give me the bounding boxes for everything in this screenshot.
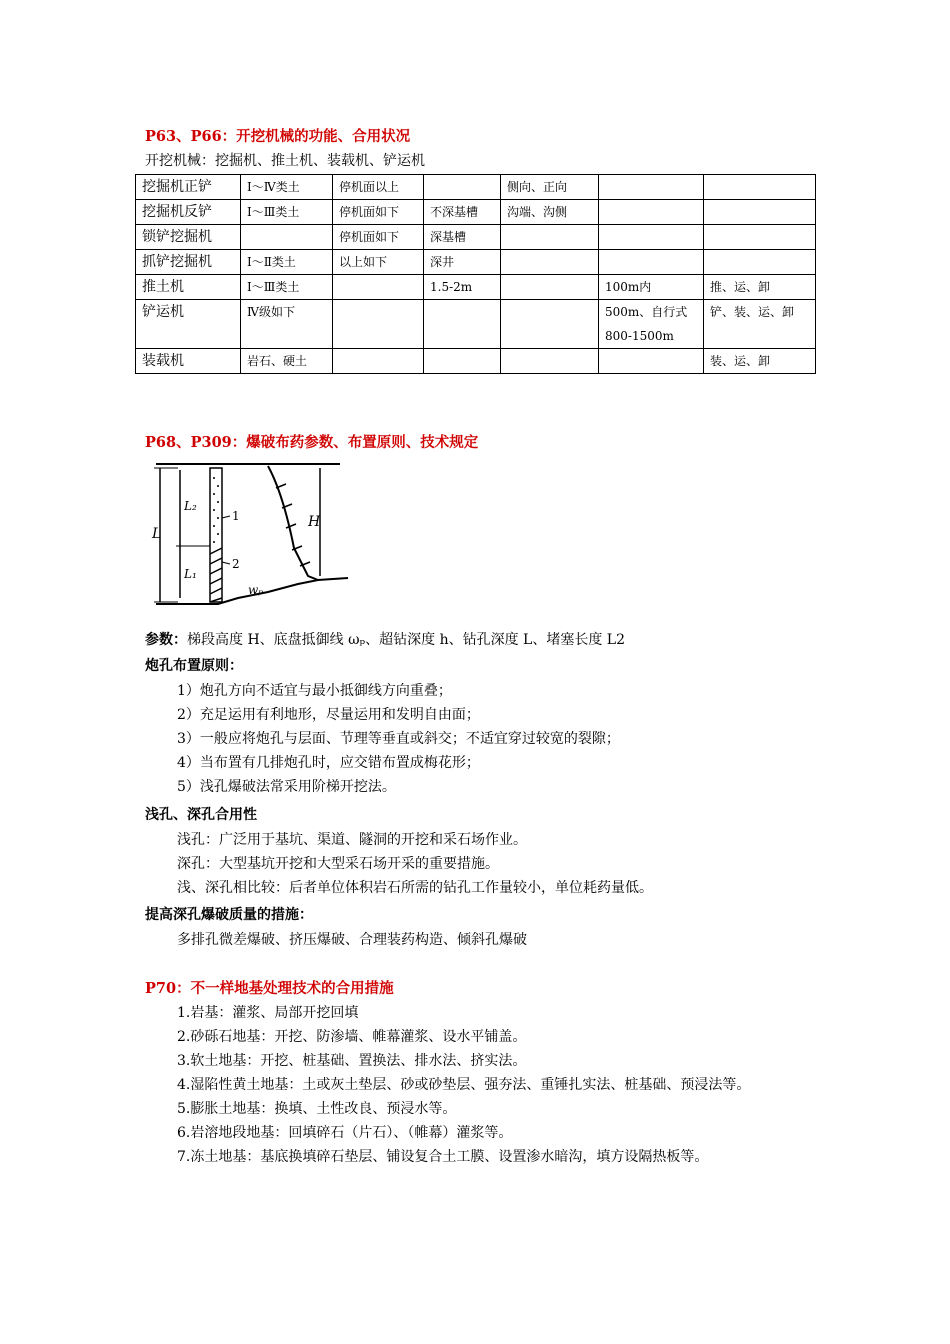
table-row (136, 200, 816, 225)
table-cell (501, 225, 599, 250)
table-row (136, 225, 816, 250)
table-cell: 挖掘机正铲 (136, 175, 241, 200)
section3-title: P70：不一样地基处理技术的合用措施 (145, 980, 394, 997)
table-cell: 停机面如下 (333, 225, 424, 250)
blasting-diagram (148, 458, 353, 610)
table-cell (424, 300, 501, 349)
table-row (136, 275, 816, 300)
table-cell (704, 200, 816, 225)
list-item: 4）当布置有几排炮孔时，应交错布置成梅花形； (177, 755, 480, 771)
list-item: 7.冻土地基：基底换填碎石垫层、铺设复合土工膜、设置渗水暗沟，填方设隔热板等。 (177, 1149, 709, 1165)
params-text: 梯段高度 H、底盘抵御线 ωₚ、超钻深度 h、钻孔深度 L、堵塞长度 L2 (187, 632, 625, 648)
table-cell: 不深基槽 (424, 200, 501, 225)
table-cell (333, 300, 424, 349)
layout-title: 炮孔布置原则： (145, 658, 243, 674)
table-cell: 深井 (424, 250, 501, 275)
table-row (136, 250, 816, 275)
label-L2: L₂ (184, 499, 197, 513)
list-item: 3.软土地基：开挖、桩基础、置换法、排水法、挤实法。 (177, 1053, 527, 1069)
label-L1: L₁ (184, 567, 197, 581)
table-cell: 1.5-2m (424, 275, 501, 300)
table-cell: Ⅰ～Ⅲ类土 (241, 200, 333, 225)
holes-title: 浅孔、深孔合用性 (145, 807, 257, 823)
list-item: 浅、深孔相比较：后者单位体积岩石所需的钻孔工作量较小，单位耗药量低。 (177, 880, 653, 896)
list-item: 6.岩溶地段地基：回填碎石（片石）、（帷幕）灌浆等。 (177, 1125, 513, 1141)
params-label: 参数： (145, 632, 187, 648)
table-cell (501, 250, 599, 275)
list-item: 5.膨胀土地基：换填、土性改良、预浸水等。 (177, 1101, 457, 1117)
table-cell: 推、运、卸 (704, 275, 816, 300)
foundation-list (145, 1001, 817, 1169)
table-cell: 沟端、沟侧 (501, 200, 599, 225)
table-cell (599, 250, 704, 275)
table-row (136, 300, 816, 349)
section2-title: P68、P309：爆破布药参数、布置原则、技术规定 (145, 434, 479, 451)
table-cell (501, 300, 599, 349)
table-cell: 深基槽 (424, 225, 501, 250)
list-item: 2.砂砾石地基：开挖、防渗墙、帷幕灌浆、设水平铺盖。 (177, 1029, 527, 1045)
table-cell: 锁铲挖掘机 (136, 225, 241, 250)
table-cell: 停机面以上 (333, 175, 424, 200)
list-item: 深孔：大型基坑开挖和大型采石场开采的重要措施。 (177, 856, 499, 872)
label-1: 1 (232, 509, 240, 523)
label-wp: wₚ (248, 583, 264, 597)
table-cell: 侧向、正向 (501, 175, 599, 200)
quality-text: 多排孔微差爆破、挤压爆破、合理装药构造、倾斜孔爆破 (177, 932, 527, 948)
table-cell (424, 349, 501, 374)
table-cell (424, 175, 501, 200)
table-cell (333, 349, 424, 374)
table-cell: Ⅰ～Ⅲ类土 (241, 275, 333, 300)
table-cell (599, 200, 704, 225)
table-cell (704, 175, 816, 200)
list-item: 5）浅孔爆破法常采用阶梯开挖法。 (177, 779, 396, 795)
table-cell: 装载机 (136, 349, 241, 374)
quality-title: 提高深孔爆破质量的措施： (145, 907, 313, 923)
table-cell: Ⅳ级如下 (241, 300, 333, 349)
table-cell: Ⅰ～Ⅱ类土 (241, 250, 333, 275)
table-row (136, 175, 816, 200)
params-line (145, 628, 817, 652)
list-item: 浅孔：广泛用于基坑、渠道、隧洞的开挖和采石场作业。 (177, 832, 527, 848)
machinery-table (135, 174, 816, 374)
holes-list (177, 828, 817, 900)
section1-title: P63、P66：开挖机械的功能、合用状况 (145, 128, 411, 145)
table-cell (333, 275, 424, 300)
table-cell: 装、运、卸 (704, 349, 816, 374)
label-H: H (308, 514, 321, 530)
table-cell (501, 349, 599, 374)
table-cell: 停机面如下 (333, 200, 424, 225)
table-cell (599, 175, 704, 200)
table-row (136, 349, 816, 374)
table-cell: 岩石、硬土 (241, 349, 333, 374)
list-item: 1.岩基：灌浆、局部开挖回填 (177, 1005, 359, 1021)
table-cell (704, 225, 816, 250)
list-item: 4.湿陷性黄土地基：土或灰土垫层、砂或砂垫层、强夯法、重锤扎实法、桩基础、预浸法等。 (177, 1077, 751, 1093)
table-cell: 100m内 (599, 275, 704, 300)
table-cell: 以上如下 (333, 250, 424, 275)
table-cell: 抓铲挖掘机 (136, 250, 241, 275)
label-L: L (152, 526, 162, 542)
table-cell (241, 225, 333, 250)
layout-list (177, 679, 817, 799)
table-cell (599, 225, 704, 250)
table-cell: 挖掘机反铲 (136, 200, 241, 225)
table-cell: 铲运机 (136, 300, 241, 349)
section1-subtitle: 开挖机械：挖掘机、推土机、装载机、铲运机 (145, 153, 425, 169)
table-cell: 铲、装、运、卸 (704, 300, 816, 349)
label-2: 2 (232, 557, 240, 571)
list-item: 1）炮孔方向不适宜与最小抵御线方向重叠； (177, 683, 452, 699)
table-cell (704, 250, 816, 275)
table-cell: Ⅰ～Ⅳ类土 (241, 175, 333, 200)
table-cell: 推土机 (136, 275, 241, 300)
list-item: 3）一般应将炮孔与层面、节理等垂直或斜交；不适宜穿过较宽的裂隙； (177, 731, 620, 747)
table-cell: 500m、自行式800-1500m (599, 300, 704, 349)
table-cell (599, 349, 704, 374)
list-item: 2）充足运用有利地形，尽量运用和发明自由面； (177, 707, 480, 723)
table-cell (501, 275, 599, 300)
